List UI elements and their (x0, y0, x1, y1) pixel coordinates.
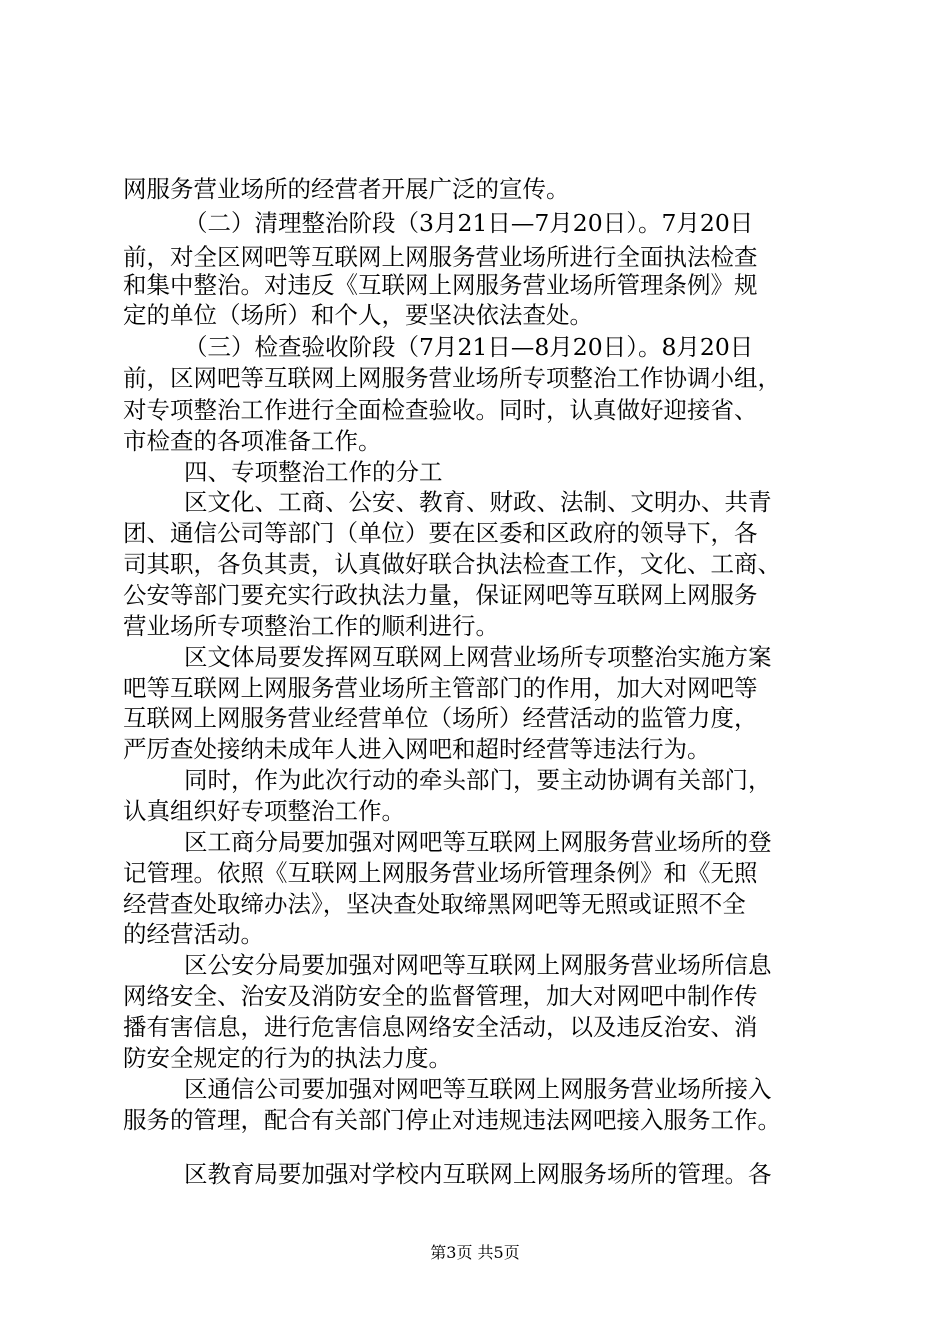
text-line: 区教育局要加强对学校内互联网上网服务场所的管理。各 (184, 1160, 772, 1188)
text-line: 吧等互联网上网服务营业场所主管部门的作用，加大对网吧等 (123, 674, 758, 702)
text-line: 对专项整治工作进行全面检查验收。同时，认真做好迎接省、 (123, 396, 758, 424)
text-line: 经营查处取缔办法》，坚决查处取缔黑网吧等无照或证照不全 (123, 890, 746, 918)
text-line: 区文化、工商、公安、教育、财政、法制、文明办、共青 (184, 488, 772, 516)
text-line: 前，区网吧等互联网上网服务营业场所专项整治工作协调小组， (123, 364, 781, 392)
text-line: 营业场所专项整治工作的顺利进行。 (123, 612, 499, 640)
text-line: 区工商分局要加强对网吧等互联网上网服务营业场所的登 (184, 828, 772, 856)
text-line: 播有害信息，进行危害信息网络安全活动，以及违反治安、消 (123, 1013, 758, 1041)
text-line: 防安全规定的行为的执法力度。 (123, 1044, 452, 1072)
text-line: 定的单位（场所）和个人，要坚决依法查处。 (123, 301, 593, 329)
text-line: 市检查的各项准备工作。 (123, 427, 382, 455)
text-line: 网络安全、治安及消防安全的监督管理，加大对网吧中制作传 (123, 982, 758, 1010)
text-line: 认真组织好专项整治工作。 (123, 797, 405, 825)
text-line: 区公安分局要加强对网吧等互联网上网服务营业场所信息 (184, 951, 772, 979)
text-line: 和集中整治。对违反《互联网上网服务营业场所管理条例》规 (123, 271, 758, 299)
page-footer: 第3页 共5页 (430, 1243, 520, 1262)
text-line: 网服务营业场所的经营者开展广泛的宣传。 (123, 175, 570, 203)
text-line: 互联网上网服务营业经营单位（场所）经营活动的监管力度， (123, 704, 758, 732)
text-line: （三）检查验收阶段（7月21日—8月20日）。8月20日 (184, 333, 754, 361)
text-line: 服务的管理，配合有关部门停止对违规违法网吧接入服务工作。 (123, 1106, 781, 1134)
text-line: 司其职，各负其责，认真做好联合执法检查工作，文化、工商、 (123, 550, 781, 578)
text-line: 前，对全区网吧等互联网上网服务营业场所进行全面执法检查 (123, 243, 758, 271)
section-heading: 四、专项整治工作的分工 (184, 458, 443, 486)
text-line: （二）清理整治阶段（3月21日—7月20日）。7月20日 (184, 209, 754, 237)
text-line: 记管理。依照《互联网上网服务营业场所管理条例》和《无照 (123, 859, 758, 887)
text-line: 区通信公司要加强对网吧等互联网上网服务营业场所接入 (184, 1075, 772, 1103)
text-line: 公安等部门要充实行政执法力量，保证网吧等互联网上网服务 (123, 581, 758, 609)
text-line: 的经营活动。 (123, 920, 264, 948)
text-line: 同时，作为此次行动的牵头部门，要主动协调有关部门， (184, 766, 772, 794)
text-line: 严厉查处接纳未成年人进入网吧和超时经营等违法行为。 (123, 735, 711, 763)
text-line: 团、通信公司等部门（单位）要在区委和区政府的领导下，各 (123, 519, 758, 547)
text-line: 区文体局要发挥网互联网上网营业场所专项整治实施方案 (184, 643, 772, 671)
